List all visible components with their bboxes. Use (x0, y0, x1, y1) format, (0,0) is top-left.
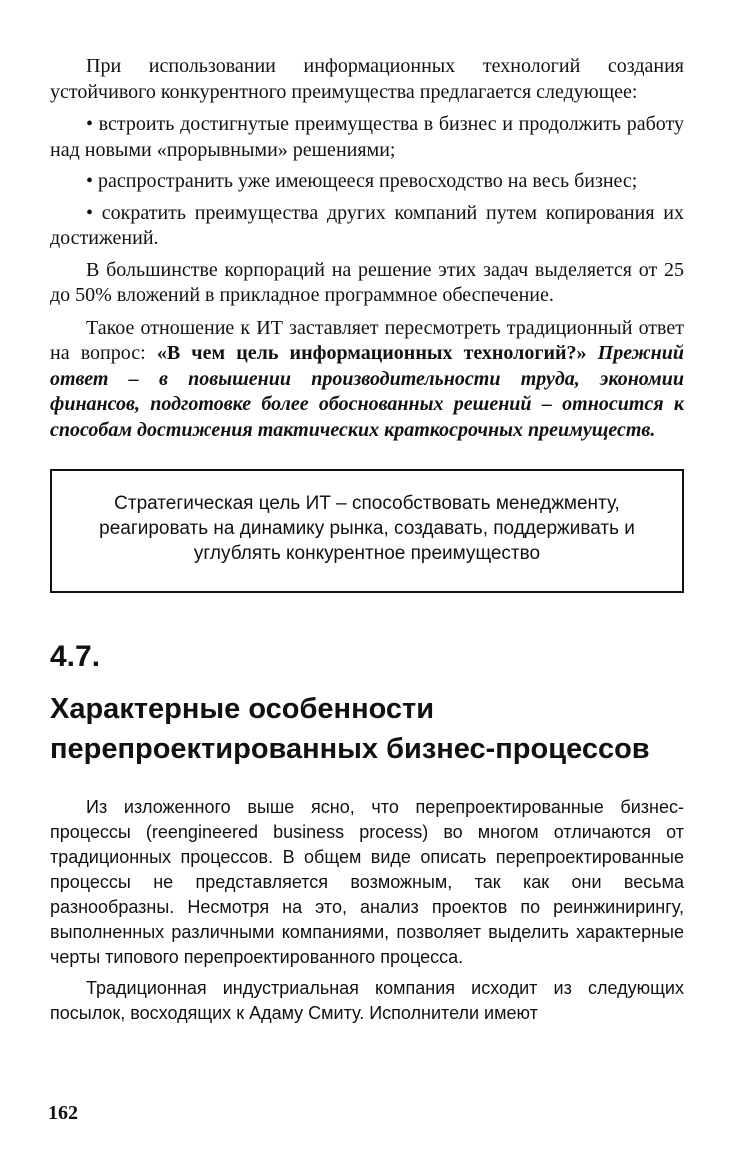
section-body (50, 795, 684, 1026)
bullet-item-2: • распространить уже имеющееся превосходство на весь бизнес; (86, 170, 638, 192)
section-paragraph-2: Традиционная индустриальная компания исходит из следующих посылок, восходящих к Адаму Смиту. Исполнители имеют (50, 978, 684, 1023)
section-number: 4.7. (50, 640, 101, 673)
question-paragraph (50, 316, 684, 444)
callout-box (50, 469, 684, 593)
page-number: 162 (48, 1102, 78, 1124)
bullet-item-3: • сократить преимущества других компаний путем копирования их достижений. (50, 201, 684, 249)
section-paragraph-1: Из изложенного выше ясно, что перепроектированные бизнес-процессы (reengineered business process) во многом отличаются от традиционных процессов. В общем виде описать перепроектированные процессы не представляется возможным, так как они весьма разнообразны. Несмотря на это, анализ проектов по реинжинирингу, выполненных различными компаниями, позволяет выделить характерные черты типового перепроектированного процесса. (50, 797, 684, 967)
page-content (50, 54, 684, 1032)
callout-text: Стратегическая цель ИТ – способствовать менеджменту, реагировать на динамику рынка, создавать, поддерживать и углублять конкурентное преимущество (99, 493, 635, 564)
question-answer: Прежний ответ – в повышении производительности труда, экономии финансов, подготовке более обоснованных решений – относится к способам достижения тактических краткосрочных преимуществ. (50, 342, 684, 441)
investment-paragraph: В большинстве корпораций на решение этих задач выделяется от 25 до 50% вложений в прикладное программное обеспечение. (50, 258, 684, 306)
question-lead: Такое отношение к ИТ заставляет пересмотреть традиционный ответ на вопрос: (50, 316, 684, 364)
question-highlight: «В чем цель информационных технологий?» (156, 342, 598, 364)
bullet-item-1: • встроить достигнутые преимущества в бизнес и продолжить работу над новыми «прорывными» решениями; (50, 113, 684, 161)
intro-paragraph: При использовании информационных технологий создания устойчивого конкурентного преимущества предлагается следующее: (50, 55, 684, 103)
section-title: Характерные особенности перепроектированных бизнес-процессов (50, 693, 650, 765)
